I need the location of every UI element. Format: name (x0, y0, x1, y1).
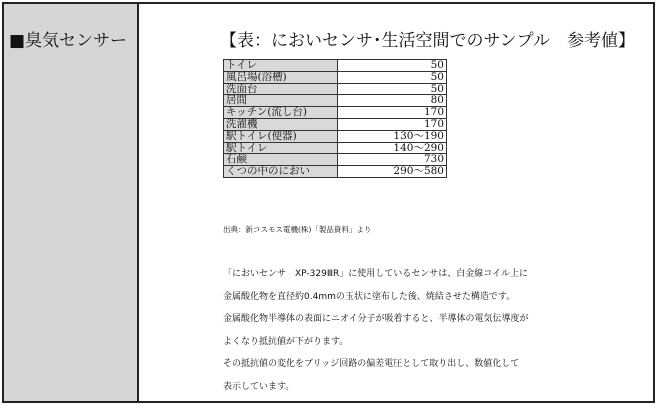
description-line: 「においセンサ XP-329ⅢR」に使用しているセンサは、白金線コイル上に (223, 269, 529, 279)
table-row (224, 118, 447, 130)
table-row (224, 130, 447, 142)
reference-value-table (223, 59, 447, 178)
row-value: 50 (338, 71, 447, 83)
row-value: 80 (338, 95, 447, 107)
description-line: 金属酸化物を直径約0.4mmの玉状に塗布した後、焼結させた構造です。 (223, 291, 516, 302)
row-label: 洗濯機 (224, 118, 338, 130)
source-citation: 出典：新コスモス電機(株)「製品資料」より (223, 225, 372, 234)
table-row (224, 95, 447, 107)
row-value: 170 (338, 118, 447, 130)
row-label: くつの中のにおい (224, 166, 338, 178)
description-line: 金属酸化物半導体の表面にニオイ分子が吸着すると、半導体の電気伝導度が (223, 314, 529, 324)
table-row (224, 166, 447, 178)
table-row (224, 107, 447, 119)
sensor-description (223, 267, 529, 402)
row-label: 駅トイレ (224, 142, 338, 154)
row-value: 290～580 (338, 166, 447, 178)
content-column (139, 4, 653, 401)
row-label: 風呂場(浴槽) (224, 71, 338, 83)
table-row (224, 142, 447, 154)
row-label: キッチン(流し台) (224, 107, 338, 119)
table-row (224, 71, 447, 83)
row-label: 居間 (224, 95, 338, 107)
row-value: 130～190 (338, 130, 447, 142)
row-label: 石鹸 (224, 154, 338, 166)
content-frame (2, 2, 655, 403)
row-label: トイレ (224, 60, 338, 72)
row-value: 140～290 (338, 142, 447, 154)
row-value: 50 (338, 60, 447, 72)
description-line: その抵抗値の変化をブリッジ回路の偏差電圧として取り出し、数値化して (223, 359, 520, 369)
description-line: よくなり抵抗値が下がります。 (223, 336, 349, 347)
row-value: 730 (338, 154, 447, 166)
table-row (224, 60, 447, 72)
table-title: 【表：においセンサ･生活空間でのサンプル 参考値】 (220, 31, 635, 51)
table-row (224, 154, 447, 166)
description-line: 表示しています。 (223, 381, 295, 392)
section-label-column (4, 4, 139, 401)
row-value: 170 (338, 107, 447, 119)
row-label: 洗面台 (224, 83, 338, 95)
table-row (224, 83, 447, 95)
row-value: 50 (338, 83, 447, 95)
section-heading: ■臭気センサー (9, 31, 128, 51)
row-label: 駅トイレ(便器) (224, 130, 338, 142)
